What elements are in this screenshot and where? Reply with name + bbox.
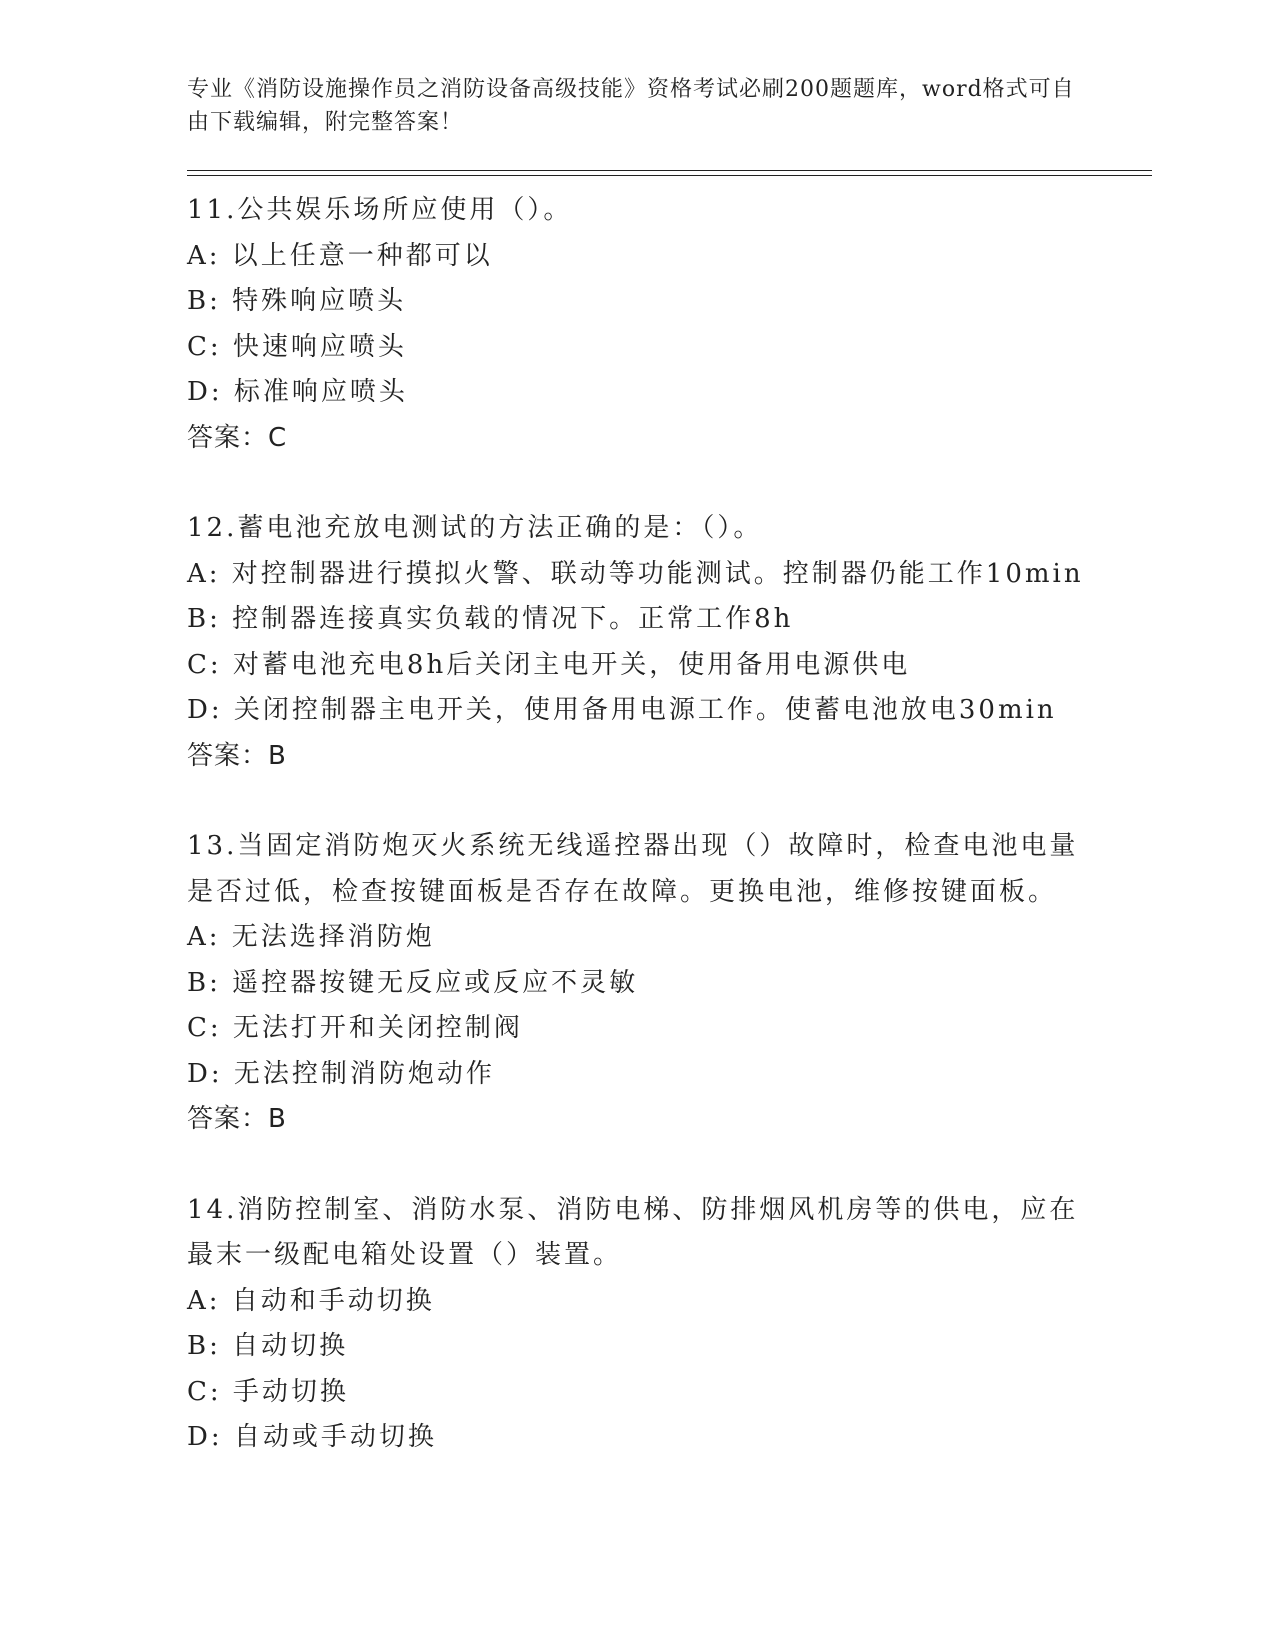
option-b: B: 控制器连接真实负载的情况下。正常工作8h	[187, 604, 794, 634]
question-list	[187, 188, 1087, 1506]
question-14	[187, 1188, 1087, 1461]
question-stem-line-1: 14.消防控制室、消防水泵、消防电梯、防排烟风机房等的供电，应在	[187, 1194, 1079, 1225]
answer: 答案：C	[187, 422, 288, 453]
question-stem: 11.公共娱乐场所应使用（）。	[187, 195, 573, 225]
question-stem: 12.蓄电池充放电测试的方法正确的是：（）。	[187, 513, 763, 543]
header-rule-bottom	[187, 175, 1152, 176]
header-rule-top	[187, 170, 1152, 171]
option-b: B: 遥控器按键无反应或反应不灵敏	[187, 967, 639, 998]
option-a: A: 自动和手动切换	[187, 1285, 435, 1316]
option-b: B: 自动切换	[187, 1331, 349, 1361]
option-c: C: 对蓄电池充电8h后关闭主电开关，使用备用电源供电	[187, 649, 911, 680]
document-header: 专业《消防设施操作员之消防设备高级技能》资格考试必刷200题题库，word格式可自由下载编辑，附完整答案！	[187, 77, 1075, 135]
answer: 答案：B	[187, 1104, 287, 1134]
option-d: D: 关闭控制器主电开关，使用备用电源工作。使蓄电池放电30min	[187, 695, 1057, 725]
question-stem-line-2: 最末一级配电箱处设置（）装置。	[187, 1240, 623, 1270]
option-c: C: 快速响应喷头	[187, 331, 407, 362]
option-a: A: 无法选择消防炮	[187, 922, 435, 952]
question-13	[187, 824, 1087, 1143]
question-stem-line-1: 13.当固定消防炮灭火系统无线遥控器出现（）故障时，检查电池电量	[187, 831, 1079, 861]
question-11	[187, 188, 1087, 461]
option-a: A: 以上任意一种都可以	[187, 240, 493, 271]
question-12	[187, 506, 1087, 779]
option-d: D: 无法控制消防炮动作	[187, 1058, 495, 1089]
option-d: D: 自动或手动切换	[187, 1422, 437, 1452]
answer: 答案：B	[187, 740, 287, 771]
option-a: A: 对控制器进行摸拟火警、联动等功能测试。控制器仍能工作10min	[187, 558, 1084, 589]
option-c: C: 手动切换	[187, 1376, 349, 1407]
option-d: D: 标准响应喷头	[187, 377, 408, 407]
question-stem-line-2: 是否过低，检查按键面板是否存在故障。更换电池，维修按键面板。	[187, 876, 1058, 907]
option-c: C: 无法打开和关闭控制阀	[187, 1013, 523, 1043]
option-b: B: 特殊响应喷头	[187, 286, 407, 316]
